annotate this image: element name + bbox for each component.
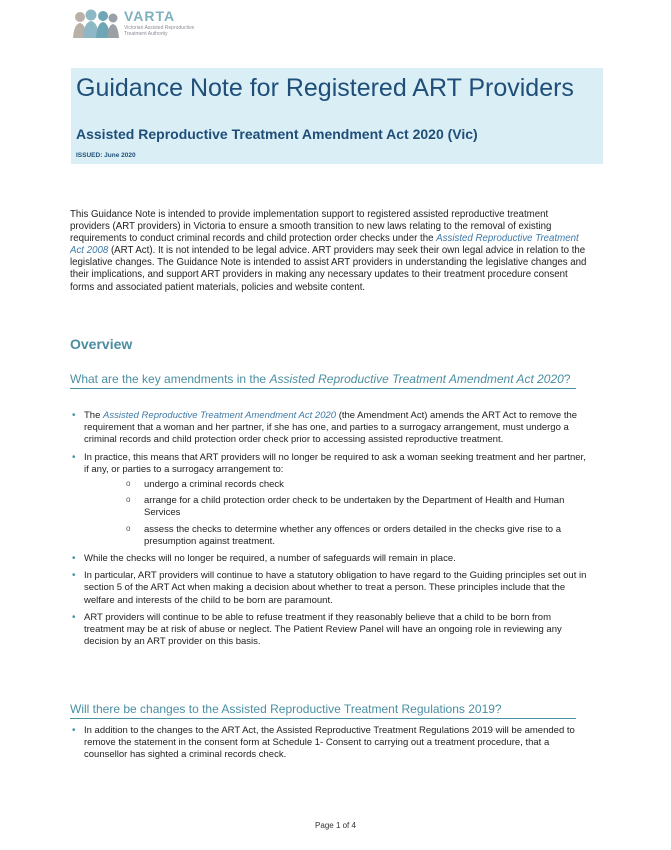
list-item: • ART providers will continue to be able to refuse treatment if they reasonably believe that a child to be born from treatment may be at risk of abuse or neglect. The Patient Review Panel will have an ongoing role in reviewing any decision by an ART provider on this basis. <box>70 612 590 649</box>
sublist-item: o arrange for a child protection order check to be undertaken by the Department of Health and Human Services <box>84 495 590 519</box>
bullet1-suffix: (the Amendment Act) amends the ART Act to remove the requirement that a woman and her partner, if she has one, and parties to a surrogacy arrangement, must undergo a criminal records and child protection order check prior to accessing assisted reproductive treatment. <box>84 410 578 446</box>
list-item <box>70 410 590 447</box>
intro-paragraph <box>70 209 590 294</box>
title-banner <box>71 68 603 164</box>
section-heading-regulations: Will there be changes to the Assisted Reproductive Treatment Regulations 2019? <box>70 702 576 719</box>
bullet1-prefix: The <box>84 410 104 421</box>
varta-logo <box>72 8 212 42</box>
regulations-list <box>70 725 590 767</box>
page-number: Page 1 of 4 <box>315 821 356 830</box>
list-item <box>70 452 590 548</box>
logo-brand: VARTA <box>124 8 176 24</box>
section-heading-key-amendments <box>70 372 576 389</box>
section1-heading-suffix: ? <box>563 372 571 386</box>
sublist-item: o undergo a criminal records check <box>84 479 590 491</box>
key-amendments-list <box>70 410 590 653</box>
list-item: • In addition to the changes to the ART Act, the Assisted Reproductive Treatment Regulations 2019 will be amended to remove the statement in the consent form at Schedule 1- Consent to carrying out a treatment procedure, that a counsellor has sighted a criminal records check. <box>70 725 590 762</box>
list-item: • In particular, ART providers will continue to have a statutory obligation to have regard to the Guiding principles set out in section 5 of the ART Act when making a decision about whether to treat a person. These principles include that the welfare and interests of the child to be born are paramount. <box>70 570 590 607</box>
sublist-item: o assess the checks to determine whether any offences or orders detailed in the checks give rise to a presumption against treatment. <box>84 524 590 548</box>
people-silhouette-icon <box>72 8 122 38</box>
section1-heading-prefix: What are the key amendments in the <box>70 372 270 386</box>
bullet2-text: In practice, this means that ART providers will no longer be required to ask a woman seeking treatment and her partner, if any, or parties to a surrogacy arrangement to: <box>84 451 586 475</box>
intro-act-name: Assisted Reproductive Treatment Act 2008 <box>70 233 579 257</box>
checks-sublist <box>84 479 590 548</box>
section1-heading-act: Assisted Reproductive Treatment Amendment Act 2020 <box>269 372 564 386</box>
document-subtitle: Assisted Reproductive Treatment Amendment Act 2020 (Vic) <box>76 126 478 142</box>
intro-text-1: This Guidance Note is intended to provide implementation support to registered assisted reproductive treatment providers (ART providers) in Victoria to ensure a smooth transition to new laws relating to the removal of existing requirements to conduct criminal records and child protection order checks under the <box>70 209 552 245</box>
logo-subtitle: Victorian Assisted Reproductive Treatment Authority <box>124 25 195 37</box>
intro-text-2: (ART Act). It is not intended to be legal advice. ART providers may seek their own legal advice in relation to the legislative changes. The Guidance Note is intended to assist ART providers in understanding the legislative changes and their implications, and support ART providers in making any necessary updates to their treatment procedure consent forms and associated patient materials, policies and website content. <box>70 245 587 293</box>
overview-heading: Overview <box>70 336 133 352</box>
bullet1-act-name: Assisted Reproductive Treatment Amendment Act 2020 <box>103 410 337 421</box>
issued-date: ISSUED: June 2020 <box>76 152 136 159</box>
list-item: • While the checks will no longer be required, a number of safeguards will remain in place. <box>70 553 590 565</box>
document-title: Guidance Note for Registered ART Providers <box>76 74 574 102</box>
